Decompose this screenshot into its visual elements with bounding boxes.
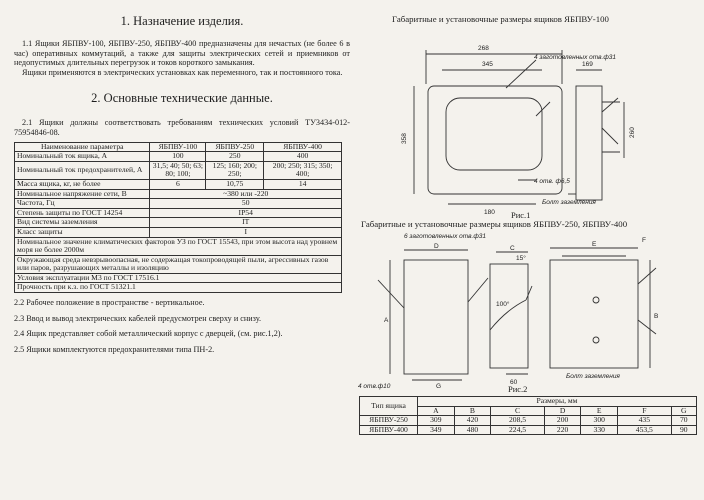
sizes-cell: 435: [618, 416, 672, 426]
table-row: [15, 161, 342, 179]
label-F: F: [642, 237, 646, 244]
sizes-cell: 480: [454, 425, 491, 435]
sizes-type: ЯБПВУ-400: [360, 425, 418, 435]
label-E: E: [592, 241, 597, 248]
sizes-cell: 208,5: [491, 416, 545, 426]
paragraph-2-4: 2.4 Ящик представляет собой металлический корпус с дверцей, (см. рис.1,2).: [14, 329, 283, 339]
sizes-col-header: B: [454, 406, 491, 416]
figure1-title: Габаритные и установочные размеры ящиков ЯБПВУ-100: [392, 14, 609, 24]
sizes-col-header: G: [671, 406, 696, 416]
sizes-col-header: D: [544, 406, 581, 416]
table-row: [15, 199, 342, 209]
sizes-cell: 200: [544, 416, 581, 426]
section2-paragraph1: 2.1 Ящики должны соответствовать требованиям технических условий ТУ3434-012-75954846-08.: [14, 118, 350, 137]
row-value: 100: [150, 152, 206, 162]
row-param: Степень защиты по ГОСТ 14254: [15, 208, 150, 218]
box2-right: [550, 260, 638, 368]
figure1-caption: Рис.1: [511, 210, 531, 220]
figure2-title: Габаритные и установочные размеры ящиков ЯБПВУ-250, ЯБПВУ-400: [361, 219, 628, 229]
box2-side: [490, 264, 528, 368]
sizes-col-header: F: [618, 406, 672, 416]
spec-header-param: Наименование параметра: [15, 142, 150, 152]
paragraph-2-2: 2.2 Рабочее положение в пространстве - вертикальное.: [14, 298, 205, 308]
row-value: 14: [264, 179, 342, 189]
sizes-cell: 224,5: [491, 425, 545, 435]
row-param: Вид системы заземления: [15, 218, 150, 228]
sizes-col-header: E: [581, 406, 618, 416]
row-value: IP54: [150, 208, 342, 218]
sizes-cell: 453,5: [618, 425, 672, 435]
sizes-table: [359, 396, 697, 435]
label2-holes-top: 6 заготовленных отв.ф31: [404, 233, 487, 240]
section1-paragraph2: Ящики применяются в электрических установках как переменного, так и постоянного тока.: [22, 67, 343, 77]
spec-table: [14, 142, 342, 294]
paragraph-2-5: 2.5 Ящики комплектуются предохранителями типа ПН-2.: [14, 344, 215, 354]
section1-paragraph1: 1.1 Ящики ЯБПВУ-100, ЯБПВУ-250, ЯБПВУ-400 предназначены для нечастых (не более 6 в час) оперативных коммутаций, а также для защиты электрических сетей и приемников от недопустимых длительных перегрузок и токов короткого замыкания.: [14, 39, 350, 68]
row-param: Масса ящика, кг, не более: [15, 179, 150, 189]
row-param: Частота, Гц: [15, 199, 150, 209]
dim-180: 180: [484, 209, 495, 216]
sizes-cell: 309: [418, 416, 455, 426]
row-value: 400: [264, 152, 342, 162]
dim-268: 268: [478, 45, 489, 52]
row-value: 50: [150, 199, 342, 209]
table-row: [15, 152, 342, 162]
sizes-cell: 330: [581, 425, 618, 435]
row-value: 6: [150, 179, 206, 189]
dim-345: 345: [482, 61, 493, 68]
table-row: [15, 189, 342, 199]
sizes-cell: 90: [671, 425, 696, 435]
sizes-type-header: Тип ящика: [360, 397, 418, 416]
row-value: IT: [150, 218, 342, 228]
right-column: [356, 12, 696, 500]
sizes-cell: 349: [418, 425, 455, 435]
sizes-type: ЯБПВУ-250: [360, 416, 418, 426]
table-row: [15, 218, 342, 228]
box-side: [576, 86, 602, 200]
note-cell: Прочность при к.з. по ГОСТ 51321.1: [15, 283, 342, 293]
label-A: A: [384, 317, 389, 324]
row-param: Номинальный ток ящика, А: [15, 152, 150, 162]
spec-header-250: ЯБПВУ-250: [206, 142, 264, 152]
dim-260: 260: [629, 127, 636, 138]
left-column: [14, 14, 350, 354]
sizes-cell: 300: [581, 416, 618, 426]
paragraph-2-3: 2.3 Ввод и вывод электрических кабелей предусмотрен сверху и снизу.: [14, 313, 262, 323]
row-value: 10,75: [206, 179, 264, 189]
sizes-cell: 420: [454, 416, 491, 426]
table-row: [15, 283, 342, 293]
table-row: [15, 237, 342, 255]
handle-line: [536, 102, 550, 116]
sizes-col-header: C: [491, 406, 545, 416]
label-G: G: [436, 383, 442, 390]
table-row: [360, 416, 697, 426]
dim-358: 358: [401, 133, 408, 144]
row-value: 31,5; 40; 50; 63; 80; 100;: [150, 161, 206, 179]
row-value: 125; 160; 200; 250;: [206, 161, 264, 179]
note-cell: Номинальное значение климатических факторов УЗ по ГОСТ 15543, при этом высота над уровнем моря не более 2000м: [15, 237, 342, 255]
spec-header-400: ЯБПВУ-400: [264, 142, 342, 152]
label-C: C: [510, 245, 515, 252]
dim-169: 169: [582, 61, 593, 68]
sizes-group-header: Размеры, мм: [418, 397, 697, 407]
row-value: 200; 250; 315; 350; 400;: [264, 161, 342, 179]
table-row: [15, 227, 342, 237]
table-row: [360, 425, 697, 435]
label-holes-mount: 4 отв. ф6,5: [534, 178, 570, 185]
table-row: [15, 255, 342, 273]
label-ground: Болт заземления: [542, 199, 596, 206]
row-param: Класс защиты: [15, 227, 150, 237]
row-value: 250: [206, 152, 264, 162]
figure2-caption: Рис.2: [508, 384, 528, 394]
box2-front: [404, 260, 468, 374]
figure2-drawing: [356, 230, 696, 392]
section1-title: 1. Назначение изделия.: [120, 14, 244, 28]
row-value: I: [150, 227, 342, 237]
sizes-cell: 220: [544, 425, 581, 435]
handle2-right: [638, 268, 656, 284]
after-table-text: [14, 293, 350, 354]
box-door: [446, 98, 542, 170]
table-row: [15, 179, 342, 189]
label-angle15: 15°: [516, 255, 526, 262]
handle2-left: [378, 280, 404, 308]
label-60: 60: [510, 379, 518, 386]
label-B: B: [654, 313, 659, 320]
side-handle: [602, 128, 618, 144]
label2-ground: Болт заземления: [566, 373, 620, 380]
label-angle100: 100°: [496, 301, 510, 308]
side-handle: [602, 98, 618, 112]
spec-header-100: ЯБПВУ-100: [150, 142, 206, 152]
figure1-drawing: [356, 26, 696, 216]
sizes-header-row: [360, 397, 697, 407]
sizes-cell: 70: [671, 416, 696, 426]
label2-holes-mount: 4 отв.ф10: [358, 383, 391, 390]
section2-title: 2. Основные технические данные.: [91, 91, 273, 106]
note-cell: Условия эксплуатации М3 по ГОСТ 17516.1: [15, 273, 342, 283]
label-D: D: [434, 243, 439, 250]
sizes-col-header: A: [418, 406, 455, 416]
row-param: Номинальный ток предохранителей, А: [15, 161, 150, 179]
row-value: ~380 или -220: [150, 189, 342, 199]
row-param: Номинальное напряжение сети, В: [15, 189, 150, 199]
label-holes-top: 4 заготовленных отв.ф31: [534, 54, 617, 61]
note-cell: Окружающая среда невзрывоопасная, не содержащая токопроводящей пыли, агрессивных газов или паров, разрушающих металлы и изоляцию: [15, 255, 342, 273]
